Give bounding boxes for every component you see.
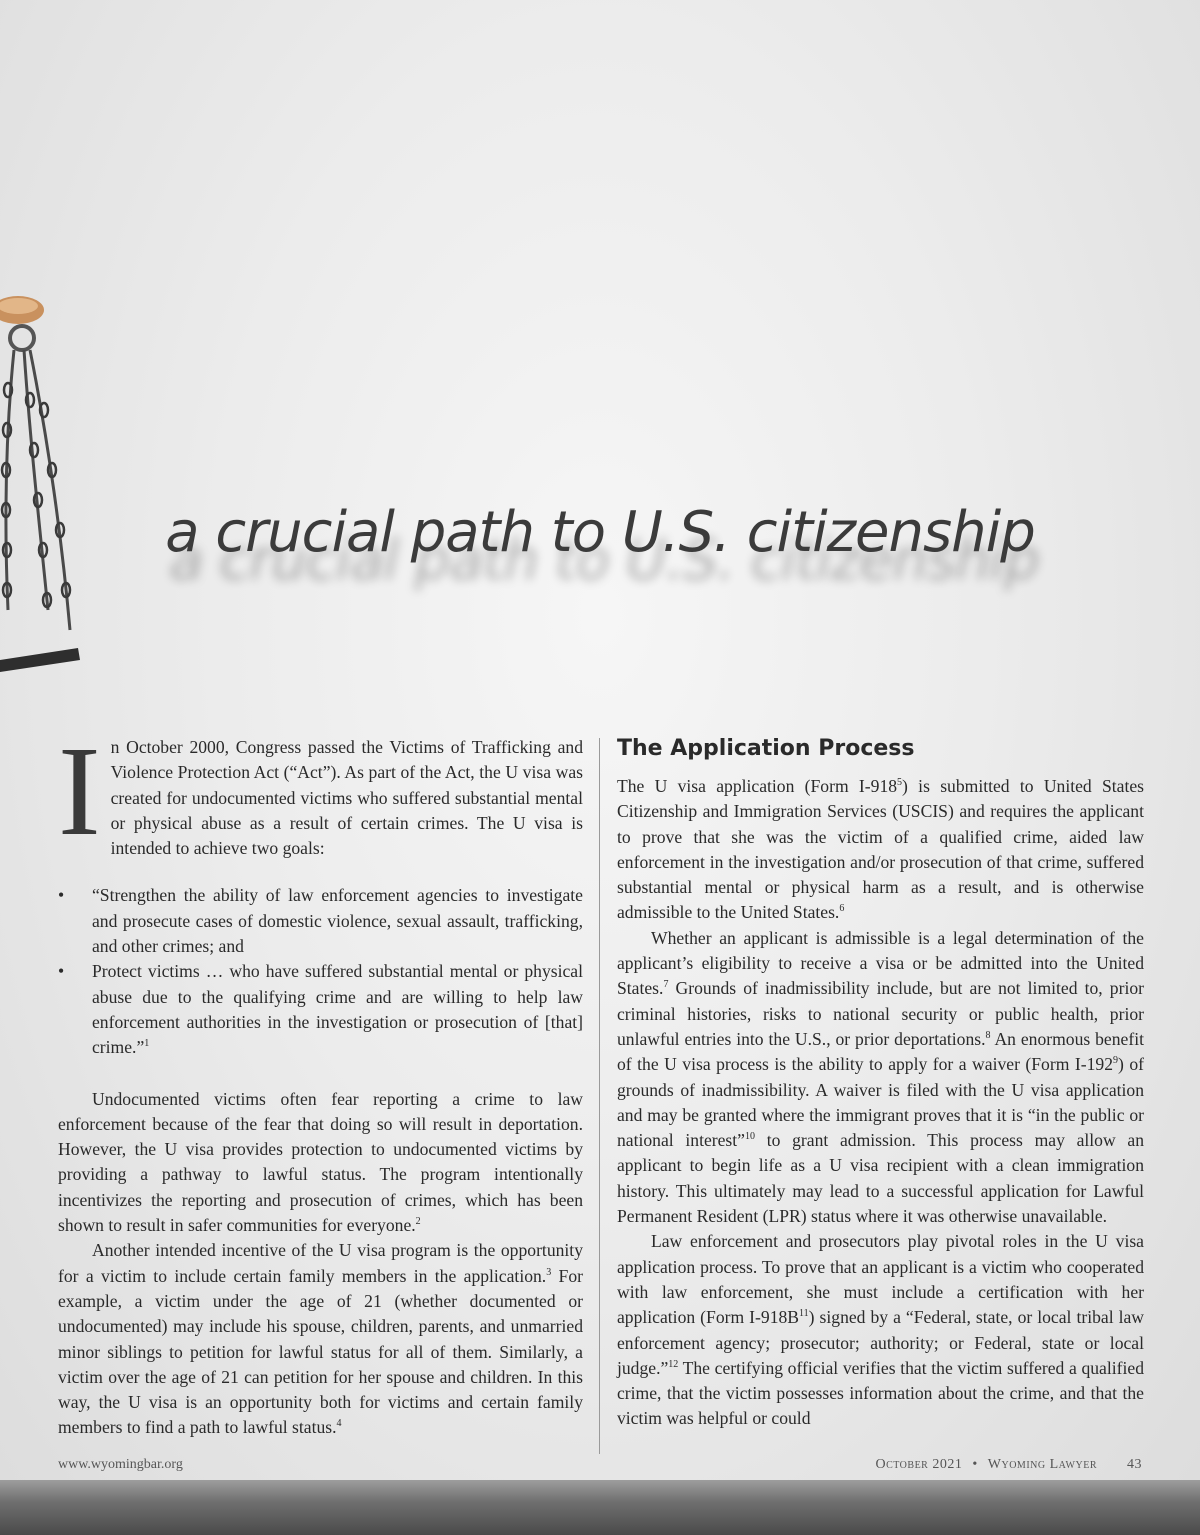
list-item-text: Protect victims … who have suffered substantial mental or physical abuse due to the qualifying crime and are willing to help law enforcement authorities in the investigation or prosecution of [that] crime.”: [92, 961, 583, 1058]
list-item: [58, 959, 583, 1060]
body-paragraph: [58, 1087, 583, 1239]
drop-cap: I: [58, 720, 101, 862]
column-divider: [599, 738, 600, 1454]
body-text: ) signed by a “Federal, state, or local tribal law enforcement agency; prosecutor; authority; or Federal, state or local judge.”: [617, 1307, 1144, 1378]
footer-issue-info: [875, 1457, 1142, 1473]
body-text: Law enforcement and prosecutors play pivotal roles in the U visa application process. To prove that an applicant is a victim who cooperated with law enforcement, she must include a certification with her application (Form I-918B: [617, 1231, 1144, 1328]
body-text: to grant admission. This process may allow an applicant to begin life as a U visa recipient with a clean immigration history. This ultimately may lead to a successful application for Lawful Permanent Resident (LPR) status where it was otherwise unavailable.: [617, 1130, 1144, 1227]
section-heading: The Application Process: [617, 736, 915, 761]
right-column: [617, 732, 1144, 1432]
body-text: An enormous benefit of the U visa process is the ability to apply for a waiver (Form I-192: [617, 1028, 1144, 1075]
issue-date: October 2021: [875, 1457, 963, 1472]
scales-of-justice-image: [0, 280, 90, 700]
body-paragraph: [617, 926, 1144, 1230]
footnote-ref: 3: [546, 1266, 552, 1278]
body-text: For example, a victim under the age of 21 (whether documented or undocumented) may include his spouse, children, parents, and unmarried minor siblings to petition for lawful status for all of them. Similarly, a victim over the age of 21 can petition for her spouse and children. In this way, the U visa is an opportunity both for victims and certain family members to find a path to lawful status.: [58, 1265, 583, 1438]
footnote-ref: 9: [1113, 1055, 1118, 1067]
bullet-symbol: •: [58, 885, 65, 906]
goals-list: [58, 883, 583, 1060]
body-text: Grounds of inadmissibility include, but are not limited to, prior criminal histories, risks to national security or public health, prior unlawful entries into the U.S., or prior deportations.: [617, 978, 1144, 1049]
body-text: Whether an applicant is admissible is a legal determination of the applicant’s eligibility to receive a visa or be admitted into the United States.: [617, 927, 1144, 999]
page-number: 43: [1127, 1457, 1142, 1472]
footnote-ref: 1: [144, 1038, 150, 1050]
separator-dot: •: [972, 1457, 978, 1472]
publication-name: Wyoming Lawyer: [987, 1457, 1097, 1472]
intro-paragraph: [58, 720, 583, 862]
footnote-ref: 11: [799, 1308, 809, 1320]
footnote-ref: 4: [336, 1418, 342, 1430]
intro-text: n October 2000, Congress passed the Victims of Trafficking and Violence Protection Act (“Act”). As part of the Act, the U visa was created for undocumented victims who suffered substantial mental or physical abuse as a result of certain crimes. The U visa is intended to achieve two goals:: [110, 737, 583, 859]
body-text: ) of grounds of inadmissibility. A waiver is filed with the U visa application and may be granted where the immigrant proves that it is “in the public or national interest”: [617, 1054, 1144, 1151]
body-paragraph: [58, 1238, 583, 1440]
body-text: Undocumented victims often fear reporting a crime to law enforcement because of the fear that doing so will result in deportation. However, the U visa provides protection to undocumented victims by providing a pathway to lawful status. The program intentionally incentivizes the reporting and prosecution of crimes, which has been shown to result in safer communities for everyone.: [58, 1088, 583, 1236]
list-item: [58, 883, 583, 959]
body-paragraph: [617, 1229, 1144, 1431]
body-text: The certifying official verifies that the victim suffered a qualified crime, that the victim possesses information about the crime, and that the victim was helpful or could: [617, 1357, 1144, 1429]
footnote-ref: 6: [839, 903, 845, 915]
left-column: [58, 720, 583, 1441]
list-item-text: “Strengthen the ability of law enforcement agencies to investigate and prosecute cases of domestic violence, sexual assault, trafficking, and other crimes; and: [92, 885, 583, 957]
website-url: www.wyomingbar.org: [58, 1457, 183, 1472]
body-text: The U visa application (Form I-918: [617, 776, 898, 796]
footnote-ref: 7: [663, 979, 669, 991]
footnote-ref: 10: [744, 1131, 755, 1143]
footnote-ref: 5: [897, 777, 903, 789]
footnote-ref: 8: [985, 1030, 991, 1042]
background-surface: [0, 1480, 1200, 1535]
body-text: ) is submitted to United States Citizenship and Immigration Services (USCIS) and requires the applicant to prove that she was the victim of a qualified crime, aided law enforcement in the investigation and/or prosecution of that crime, suffered substantial mental or physical harm as a result, and is otherwise admissible to the United States.: [617, 776, 1145, 923]
bullet-symbol: •: [58, 961, 65, 982]
article-title: a crucial path to U.S. citizenship: [165, 500, 1035, 565]
body-text: Another intended incentive of the U visa program is the opportunity for a victim to include certain family members in the application.: [58, 1240, 583, 1286]
footnote-ref: 12: [668, 1358, 679, 1370]
page-footer: [58, 1457, 1142, 1477]
body-paragraph: [617, 774, 1144, 926]
footnote-ref: 2: [415, 1216, 421, 1228]
